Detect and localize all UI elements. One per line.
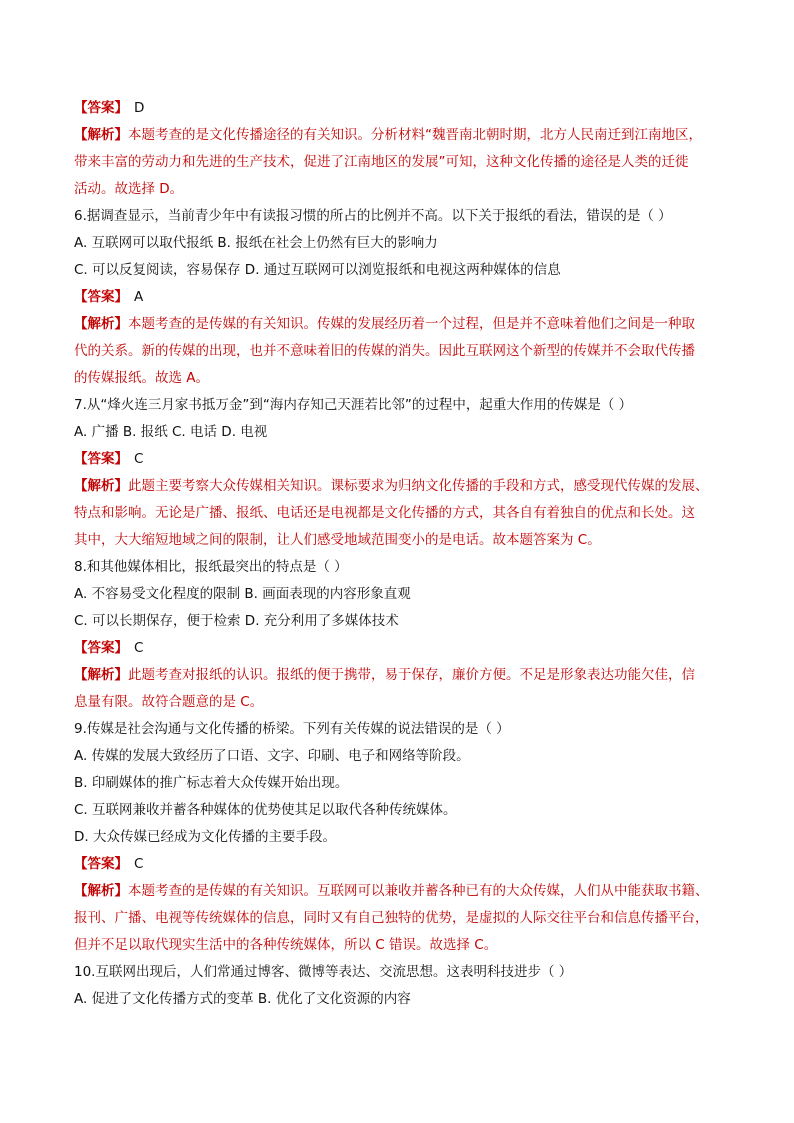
answer-value: C (134, 640, 144, 656)
analysis-label: 【解析】 (74, 883, 128, 899)
answer-label: 【答案】 (74, 289, 128, 305)
answer-line (74, 284, 734, 311)
analysis-text: 息量有限。故符合题意的是 C。 (74, 694, 264, 710)
answer-label: 【答案】 (74, 640, 128, 656)
question-stem: 7.从“烽火连三月家书抵万金”到“海内存知己天涯若比邻”的过程中，起重大作用的传媒是（ ） (74, 397, 633, 413)
analysis-text: 代的关系。新的传媒的出现，也并不意味着旧的传媒的消失。因此互联网这个新型的传媒并不会取代传播 (74, 343, 695, 359)
analysis-label: 【解析】 (74, 127, 128, 143)
analysis-label: 【解析】 (74, 667, 128, 683)
analysis-text: 报刊、广播、电视等传统媒体的信息，同时又有自己独特的优势，是虚拟的人际交往平台和信息传播平台， (74, 910, 709, 926)
analysis-label: 【解析】 (74, 316, 128, 332)
analysis-text: 本题考查的是传媒的有关知识。互联网可以兼收并蓄各种已有的大众传媒，人们从中能获取书籍、 (128, 883, 709, 899)
analysis-text: 特点和影响。无论是广播、报纸、电话还是电视都是文化传播的方式，其各自有着独自的优点和长处。这 (74, 505, 695, 521)
answer-label: 【答案】 (74, 856, 128, 872)
question-stem: 8.和其他媒体相比，报纸最突出的特点是（ ） (74, 559, 348, 575)
analysis-text: 活动。故选择 D。 (74, 181, 184, 197)
answer-label: 【答案】 (74, 451, 128, 467)
analysis-label: 【解析】 (74, 478, 128, 494)
answer-line (74, 446, 734, 473)
analysis-text: 本题考查的是传媒的有关知识。传媒的发展经历着一个过程，但是并不意味着他们之间是一种取 (128, 316, 695, 332)
analysis-text: 此题考查对报纸的认识。报纸的便于携带，易于保存，廉价方便。不足是形象表达功能欠佳，信 (128, 667, 695, 683)
question-options: A. 促进了文化传播方式的变革 B. 优化了文化资源的内容 (74, 991, 411, 1007)
answer-value: C (134, 856, 144, 872)
analysis-line (74, 662, 734, 689)
question-option: C. 互联网兼收并蓄各种媒体的优势使其足以取代各种传统媒体。 (74, 802, 457, 818)
analysis-line (74, 122, 734, 149)
answer-line (74, 95, 734, 122)
analysis-line (74, 473, 734, 500)
question-option: A. 传媒的发展大致经历了口语、文字、印刷、电子和网络等阶段。 (74, 748, 470, 764)
analysis-text: 本题考查的是文化传播途径的有关知识。分析材料“魏晋南北朝时期，北方人民南迁到江南地区， (128, 127, 702, 143)
answer-label: 【答案】 (74, 100, 128, 116)
answer-line (74, 851, 734, 878)
question-option: D. 大众传媒已经成为文化传播的主要手段。 (74, 829, 336, 845)
document-page (74, 95, 734, 1013)
question-options: A. 不容易受文化程度的限制 B. 画面表现的内容形象直观 (74, 586, 411, 602)
analysis-text: 带来丰富的劳动力和先进的生产技术，促进了江南地区的发展”可知，这种文化传播的途径是人类的迁徙 (74, 154, 689, 170)
answer-value: D (134, 100, 145, 116)
answer-line (74, 635, 734, 662)
analysis-text: 此题主要考察大众传媒相关知识。课标要求为归纳文化传播的手段和方式，感受现代传媒的发展、 (128, 478, 709, 494)
answer-value: C (134, 451, 144, 467)
question-stem: 9.传媒是社会沟通与文化传播的桥梁。下列有关传媒的说法错误的是（ ） (74, 721, 510, 737)
question-options: C. 可以长期保存，便于检索 D. 充分利用了多媒体技术 (74, 613, 399, 629)
question-option: B. 印刷媒体的推广标志着大众传媒开始出现。 (74, 775, 349, 791)
analysis-line (74, 878, 734, 905)
question-stem: 6.据调查显示，当前青少年中有读报习惯的所占的比例并不高。以下关于报纸的看法，错误的是（ ） (74, 208, 672, 224)
question-options: A. 广播 B. 报纸 C. 电话 D. 电视 (74, 424, 268, 440)
analysis-text: 其中，大大缩短地域之间的限制，让人们感受地域范围变小的是电话。故本题答案为 C。 (74, 532, 601, 548)
question-options: A. 互联网可以取代报纸 B. 报纸在社会上仍然有巨大的影响力 (74, 235, 438, 251)
question-options: C. 可以反复阅读，容易保存 D. 通过互联网可以浏览报纸和电视这两种媒体的信息 (74, 262, 561, 278)
analysis-line (74, 311, 734, 338)
analysis-text: 但并不足以取代现实生活中的各种传统媒体，所以 C 错误。故选择 C。 (74, 937, 498, 953)
analysis-text: 的传媒报纸。故选 A。 (74, 370, 210, 386)
answer-value: A (134, 289, 144, 305)
question-stem: 10.互联网出现后，人们常通过博客、微博等表达、交流思想。这表明科技进步（ ） (74, 964, 573, 980)
